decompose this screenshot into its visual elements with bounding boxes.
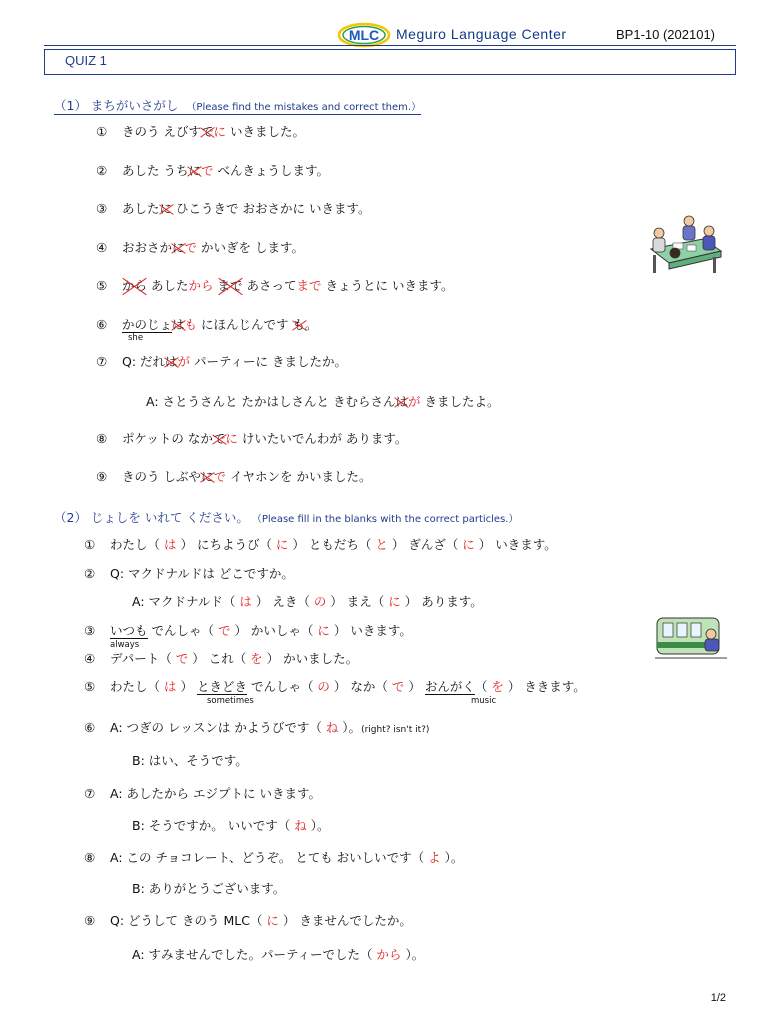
section2-item bbox=[84, 536, 557, 554]
item-number: ⑥ bbox=[84, 720, 96, 735]
text: あした bbox=[122, 201, 160, 216]
section2-item bbox=[84, 678, 586, 696]
item-number: ⑦ bbox=[84, 786, 96, 801]
quiz-title-box bbox=[44, 49, 736, 75]
text: A: マクドナルド（ bbox=[132, 594, 240, 609]
note: (right? isn't it?) bbox=[361, 725, 430, 735]
quiz-title: QUIZ 1 bbox=[65, 53, 107, 68]
section2-item bbox=[106, 752, 248, 770]
item-number: ④ bbox=[84, 651, 96, 666]
gloss-always: always bbox=[110, 640, 140, 650]
page-number: 1/2 bbox=[710, 992, 726, 1004]
correct-particle: に bbox=[275, 537, 289, 552]
text: ） えき（ bbox=[251, 594, 314, 609]
text: きのう しぶや bbox=[122, 469, 201, 484]
section2-heading bbox=[54, 508, 518, 526]
struck-particle: に bbox=[188, 163, 201, 178]
text: A: さとうさんと たかはしさんと きむらさん bbox=[146, 394, 396, 409]
text: でんしゃ（ bbox=[147, 623, 218, 638]
struck-particle: で bbox=[212, 431, 226, 446]
struck-particle: で bbox=[200, 124, 214, 139]
item-number: ① bbox=[96, 124, 108, 139]
text: べんきょうします。 bbox=[213, 163, 329, 178]
logo-text: MLC bbox=[348, 27, 380, 43]
text: ） あります。 bbox=[400, 594, 483, 609]
document-code: BP1-10 (202101) bbox=[616, 27, 716, 42]
correct-particle: は bbox=[239, 594, 252, 609]
struck-particle: は bbox=[165, 354, 178, 369]
correct-particle: が bbox=[177, 354, 191, 369]
section2-item bbox=[106, 593, 483, 611]
correct-particle: で bbox=[391, 679, 405, 694]
text: ポケットの なか bbox=[122, 431, 213, 446]
text: ） bbox=[176, 679, 197, 694]
text: ） かいしゃ（ bbox=[230, 623, 318, 638]
item-number: ⑨ bbox=[96, 469, 108, 484]
section1-item bbox=[96, 123, 305, 141]
underlined-word: おんがく bbox=[424, 679, 475, 694]
correct-particle: ね bbox=[294, 818, 307, 833]
struck-particle: は bbox=[172, 317, 185, 332]
item-number: ⑤ bbox=[84, 679, 96, 694]
correct-particle: から bbox=[188, 278, 214, 293]
item-number: ② bbox=[84, 566, 96, 581]
underlined-word: いつも bbox=[110, 623, 148, 638]
correct-particle: で bbox=[213, 469, 227, 484]
text: けいたいでんわが あります。 bbox=[237, 431, 408, 446]
text: にほんじんです bbox=[197, 317, 293, 332]
header-rule bbox=[44, 45, 736, 46]
text: ） ききます。 bbox=[503, 679, 586, 694]
correct-particle: が bbox=[407, 394, 421, 409]
text: （ bbox=[474, 679, 492, 694]
struck-particle: に bbox=[200, 469, 214, 484]
section1-subtitle: （Please find the mistakes and correct them.） bbox=[186, 102, 422, 113]
text: イヤホンを かいました。 bbox=[226, 469, 372, 484]
section1-item bbox=[96, 316, 318, 334]
text: ） ともだち（ bbox=[288, 537, 376, 552]
correct-particle: は bbox=[163, 679, 177, 694]
correct-particle: に bbox=[225, 431, 238, 446]
text: でんしゃ（ bbox=[246, 679, 318, 694]
text: わたし（ bbox=[110, 679, 164, 694]
text: ）。 bbox=[306, 818, 330, 833]
section1-item bbox=[96, 239, 304, 257]
item-number: ⑨ bbox=[84, 913, 96, 928]
gloss-sometimes: sometimes bbox=[207, 696, 254, 706]
section1-item bbox=[96, 430, 407, 448]
item-number: ⑥ bbox=[96, 317, 108, 332]
correct-particle: に bbox=[388, 594, 401, 609]
text: ） かいました。 bbox=[262, 651, 359, 666]
text: A: つぎの レッスンは かようびです（ bbox=[110, 720, 326, 735]
gloss-she: she bbox=[128, 333, 144, 343]
text: ） いきます。 bbox=[474, 537, 557, 552]
text: きょうとに いきます。 bbox=[321, 278, 454, 293]
section1-title: （1） まちがいさがし bbox=[54, 98, 179, 113]
text: あした うち bbox=[122, 163, 189, 178]
text: きましたよ。 bbox=[420, 394, 500, 409]
gloss-music: music bbox=[471, 696, 497, 706]
text: ） なか（ bbox=[329, 679, 392, 694]
section2-item bbox=[84, 912, 412, 930]
section1-heading bbox=[54, 96, 421, 115]
section2-item bbox=[84, 565, 294, 583]
text: ） これ（ bbox=[188, 651, 251, 666]
correct-particle: を bbox=[491, 679, 504, 694]
correct-particle: は bbox=[163, 537, 177, 552]
text: Q: だれ bbox=[122, 354, 166, 369]
text: ） にちようび（ bbox=[176, 537, 276, 552]
correct-particle: で bbox=[201, 163, 214, 178]
correct-particle: に bbox=[266, 913, 279, 928]
correct-particle: から bbox=[376, 947, 402, 962]
text: B: そうですか。 いいです（ bbox=[132, 818, 295, 833]
item-number: ⑧ bbox=[84, 850, 96, 865]
text: ）。 bbox=[440, 850, 464, 865]
correct-particle: よ bbox=[428, 850, 441, 865]
item-number: ③ bbox=[96, 201, 108, 216]
text: きのう えびす bbox=[122, 124, 201, 139]
text: A: あしたから エジプトに いきます。 bbox=[110, 786, 321, 801]
section2-item bbox=[106, 880, 285, 898]
text: B: はい、そうです。 bbox=[132, 753, 248, 768]
correct-particle: に bbox=[213, 124, 227, 139]
text: ひこうきで おおさかに いきます。 bbox=[172, 201, 371, 216]
text: ） まえ（ bbox=[326, 594, 389, 609]
correct-particle: の bbox=[313, 594, 327, 609]
struck-particle: に bbox=[159, 201, 173, 216]
text: Q: マクドナルドは どこですか。 bbox=[110, 566, 294, 581]
correct-particle: も bbox=[184, 317, 198, 332]
correct-particle: で bbox=[217, 623, 231, 638]
text: ）。 bbox=[338, 720, 362, 735]
text: A: すみませんでした。パーティーでした（ bbox=[132, 947, 377, 962]
text: ） ぎんざ（ bbox=[387, 537, 463, 552]
text: いきました。 bbox=[226, 124, 305, 139]
text: ） きませんでしたか。 bbox=[278, 913, 412, 928]
correct-particle: に bbox=[462, 537, 475, 552]
correct-particle: ね bbox=[325, 720, 339, 735]
underlined-word: かのじょ bbox=[122, 317, 173, 332]
center-name: Meguro Language Center bbox=[396, 26, 567, 42]
section2-item bbox=[84, 622, 412, 640]
struck-particle: も bbox=[292, 317, 306, 332]
section1-item bbox=[120, 393, 499, 411]
meeting-illustration bbox=[643, 213, 725, 277]
section2-item bbox=[84, 650, 358, 668]
section1-item bbox=[96, 353, 347, 371]
text: わたし（ bbox=[110, 537, 164, 552]
section2-item bbox=[84, 719, 429, 739]
section1-item bbox=[96, 468, 371, 486]
text: パーティーに きましたか。 bbox=[190, 354, 348, 369]
section2-item bbox=[106, 946, 424, 964]
correct-particle: を bbox=[250, 651, 263, 666]
text: デパート（ bbox=[110, 651, 176, 666]
text: かいぎを します。 bbox=[197, 240, 304, 255]
section2-item bbox=[84, 785, 321, 803]
text: ）。 bbox=[401, 947, 425, 962]
struck-particle: まで bbox=[217, 278, 243, 293]
text: あさって bbox=[242, 278, 297, 293]
section1-item bbox=[96, 162, 329, 180]
struck-particle: に bbox=[172, 240, 185, 255]
section2-subtitle: （Please fill in the blanks with the correct particles.） bbox=[256, 514, 519, 525]
underlined-word: ときどき bbox=[196, 679, 247, 694]
item-number: ⑦ bbox=[96, 354, 108, 369]
correct-particle: に bbox=[317, 623, 330, 638]
struck-particle: から bbox=[122, 278, 148, 293]
section1-item bbox=[96, 277, 453, 295]
correct-particle: で bbox=[175, 651, 189, 666]
text: あした bbox=[147, 278, 189, 293]
item-number: ③ bbox=[84, 623, 96, 638]
train-illustration bbox=[655, 614, 727, 664]
section2-title: （2） じょしを いれて ください。 bbox=[54, 510, 249, 525]
text: B: ありがとうございます。 bbox=[132, 881, 286, 896]
item-number: ④ bbox=[96, 240, 108, 255]
correct-particle: の bbox=[317, 679, 330, 694]
text: ） いきます。 bbox=[329, 623, 412, 638]
item-number: ⑤ bbox=[96, 278, 108, 293]
struck-particle: は bbox=[395, 394, 408, 409]
correct-particle: まで bbox=[296, 278, 322, 293]
text: Q: どうして きのう MLC（ bbox=[110, 913, 267, 928]
section2-item bbox=[84, 849, 463, 867]
item-number: ② bbox=[96, 163, 108, 178]
section2-item bbox=[106, 817, 329, 835]
text: 。 bbox=[305, 317, 318, 332]
item-number: ⑧ bbox=[96, 431, 108, 446]
correct-particle: で bbox=[184, 240, 198, 255]
correct-particle: と bbox=[375, 537, 388, 552]
text: ） bbox=[404, 679, 425, 694]
text: おおさか bbox=[122, 240, 173, 255]
item-number: ① bbox=[84, 537, 96, 552]
text: A: この チョコレート、どうぞ。 とても おいしいです（ bbox=[110, 850, 429, 865]
section1-item bbox=[96, 200, 370, 218]
